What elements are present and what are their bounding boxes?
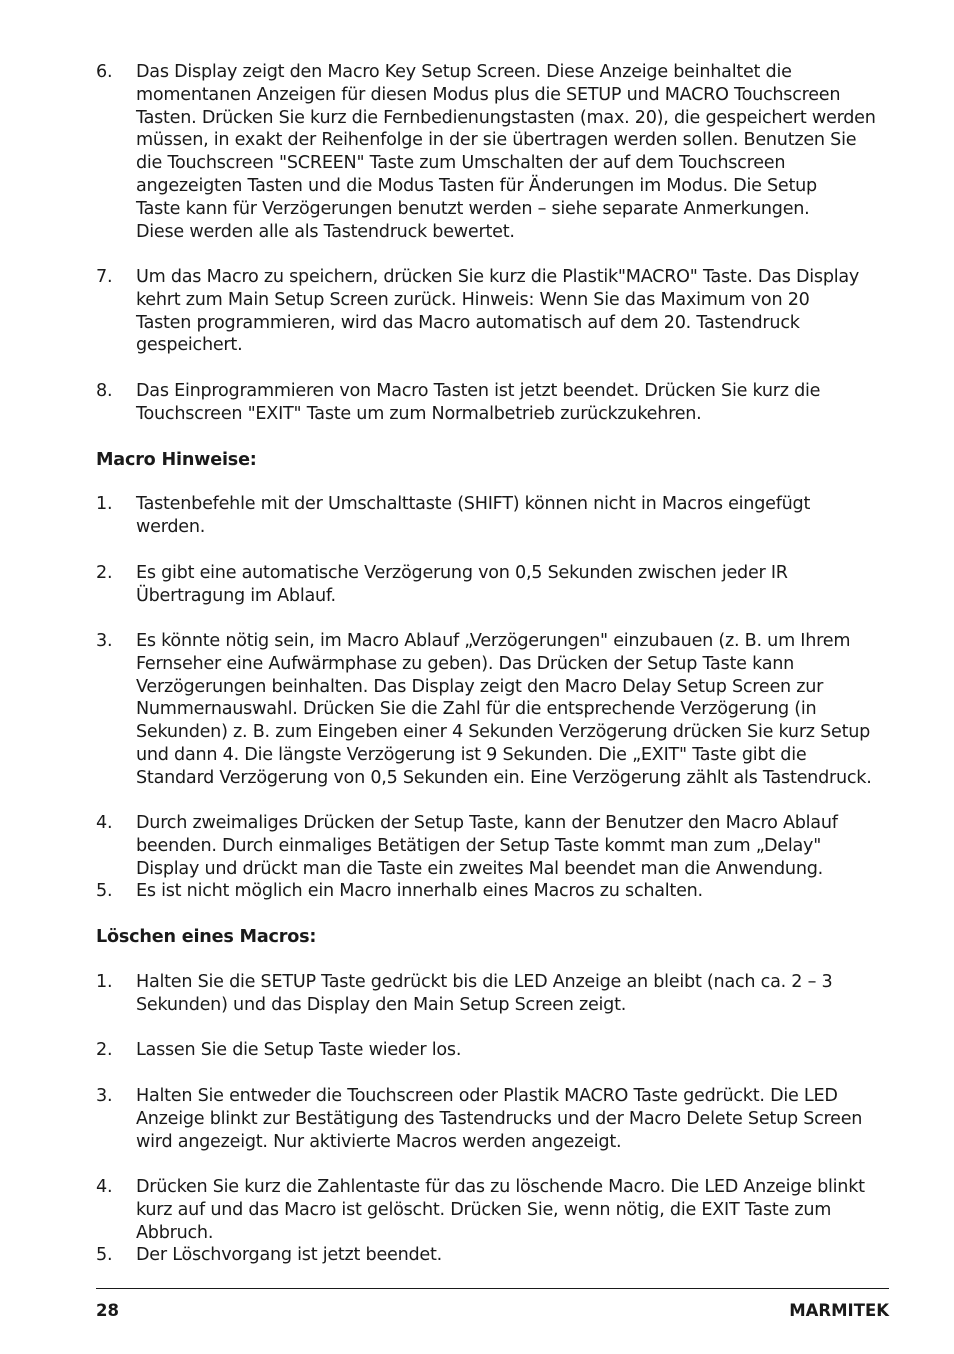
note-number: 2. bbox=[96, 563, 113, 583]
section-heading-macro-notes: Macro Hinweise: bbox=[96, 450, 257, 470]
note-item bbox=[96, 630, 896, 790]
step-item bbox=[96, 266, 896, 357]
note-number: 5. bbox=[96, 881, 113, 901]
delete-step-number: 1. bbox=[96, 972, 113, 992]
note-item bbox=[96, 493, 896, 539]
brand-name: MARMITEK bbox=[789, 1301, 889, 1320]
step-number: 6. bbox=[96, 62, 113, 82]
delete-step-text: Der Löschvorgang ist jetzt beendet. bbox=[136, 1245, 442, 1265]
delete-step-item bbox=[96, 1039, 896, 1062]
delete-step-number: 3. bbox=[96, 1086, 113, 1106]
delete-step-number: 5. bbox=[96, 1245, 113, 1265]
note-item bbox=[96, 880, 896, 903]
note-item bbox=[96, 562, 896, 608]
step-text: Um das Macro zu speichern, drücken Sie kurz die Plastik"MACRO" Taste. Das Display kehrt zum Main Setup Screen zurück. Hinweis: Wenn Sie das Maximum von 20 Tasten programmieren, wird das Macro automatisch auf dem 20. Tastendruck gespeichert. bbox=[136, 267, 860, 356]
note-item bbox=[96, 812, 896, 880]
delete-step-item bbox=[96, 1176, 896, 1244]
note-text: Es könnte nötig sein, im Macro Ablauf „Verzögerungen" einzubauen (z. B. um Ihrem Fernseher eine Aufwärmphase zu geben). Das Drücken der Setup Taste kann Verzögerungen beinhalten. Das Display zeigt den Macro Delay Setup Screen zur Nummernauswahl. Drücken Sie die Zahl für die entsprechende Verzögerung (in Sekunden) z. B. zum Eingeben einer 4 Sekunden Verzögerung drücken Sie kurz Setup und dann 4. Die längste Verzögerung ist 9 Sekunden. Die „EXIT" Taste gibt die Standard Verzögerung von 0,5 Sekunden ein. Eine Verzögerung zählt als Tastendruck. bbox=[136, 631, 872, 788]
note-text: Es ist nicht möglich ein Macro innerhalb eines Macros zu schalten. bbox=[136, 881, 703, 901]
note-text: Es gibt eine automatische Verzögerung von 0,5 Sekunden zwischen jeder IR Übertragung im Ablauf. bbox=[136, 563, 788, 606]
delete-step-text: Halten Sie entweder die Touchscreen oder Plastik MACRO Taste gedrückt. Die LED Anzeige blinkt zur Bestätigung des Tastendrucks und der Macro Delete Setup Screen wird angezeigt. Nur aktivierte Macros werden angezeigt. bbox=[136, 1086, 863, 1152]
footer-divider bbox=[96, 1288, 889, 1289]
note-number: 3. bbox=[96, 631, 113, 651]
delete-step-item bbox=[96, 1244, 896, 1267]
section-heading-delete-macro: Löschen eines Macros: bbox=[96, 927, 317, 947]
note-text: Tastenbefehle mit der Umschalttaste (SHIFT) können nicht in Macros eingefügt werden. bbox=[136, 494, 811, 537]
step-item bbox=[96, 61, 896, 243]
delete-step-text: Halten Sie die SETUP Taste gedrückt bis die LED Anzeige an bleibt (nach ca. 2 – 3 Sekunden) und das Display den Main Setup Screen zeigt. bbox=[136, 972, 833, 1015]
delete-step-text: Lassen Sie die Setup Taste wieder los. bbox=[136, 1040, 462, 1060]
delete-step-text: Drücken Sie kurz die Zahlentaste für das zu löschende Macro. Die LED Anzeige blinkt kurz auf und das Macro ist gelöscht. Drücken Sie, wenn nötig, die EXIT Taste zum Abbruch. bbox=[136, 1177, 865, 1243]
delete-step-number: 4. bbox=[96, 1177, 113, 1197]
step-item bbox=[96, 380, 896, 426]
step-text: Das Display zeigt den Macro Key Setup Screen. Diese Anzeige beinhaltet die momentanen Anzeigen für diesen Modus plus die SETUP und MACRO Touchscreen Tasten. Drücken Sie kurz die Fernbedienungstasten (max. 20), die gespeichert werden müssen, in exakt der Reihenfolge in der sie übertragen werden sollen. Benutzen Sie die Touchscreen "SCREEN" Taste zum Umschalten der auf dem Touchscreen angezeigten Tasten und die Modus Tasten für Änderungen im Modus. Die Setup Taste kann für Verzögerungen benutzt werden – siehe separate Anmerkungen. Diese werden alle als Tastendruck bewertet. bbox=[136, 62, 876, 242]
note-number: 1. bbox=[96, 494, 113, 514]
page-number: 28 bbox=[96, 1301, 119, 1320]
delete-step-item bbox=[96, 971, 896, 1017]
note-text: Durch zweimaliges Drücken der Setup Taste, kann der Benutzer den Macro Ablauf beenden. Durch einmaliges Betätigen der Setup Taste kommt man zum „Delay" Display und drückt man die Taste ein zweites Mal beendet man die Anwendung. bbox=[136, 813, 838, 879]
note-number: 4. bbox=[96, 813, 113, 833]
delete-step-number: 2. bbox=[96, 1040, 113, 1060]
step-number: 7. bbox=[96, 267, 113, 287]
step-number: 8. bbox=[96, 381, 113, 401]
step-text: Das Einprogrammieren von Macro Tasten ist jetzt beendet. Drücken Sie kurz die Touchscreen "EXIT" Taste um zum Normalbetrieb zurückzukehren. bbox=[136, 381, 821, 424]
delete-step-item bbox=[96, 1085, 896, 1153]
